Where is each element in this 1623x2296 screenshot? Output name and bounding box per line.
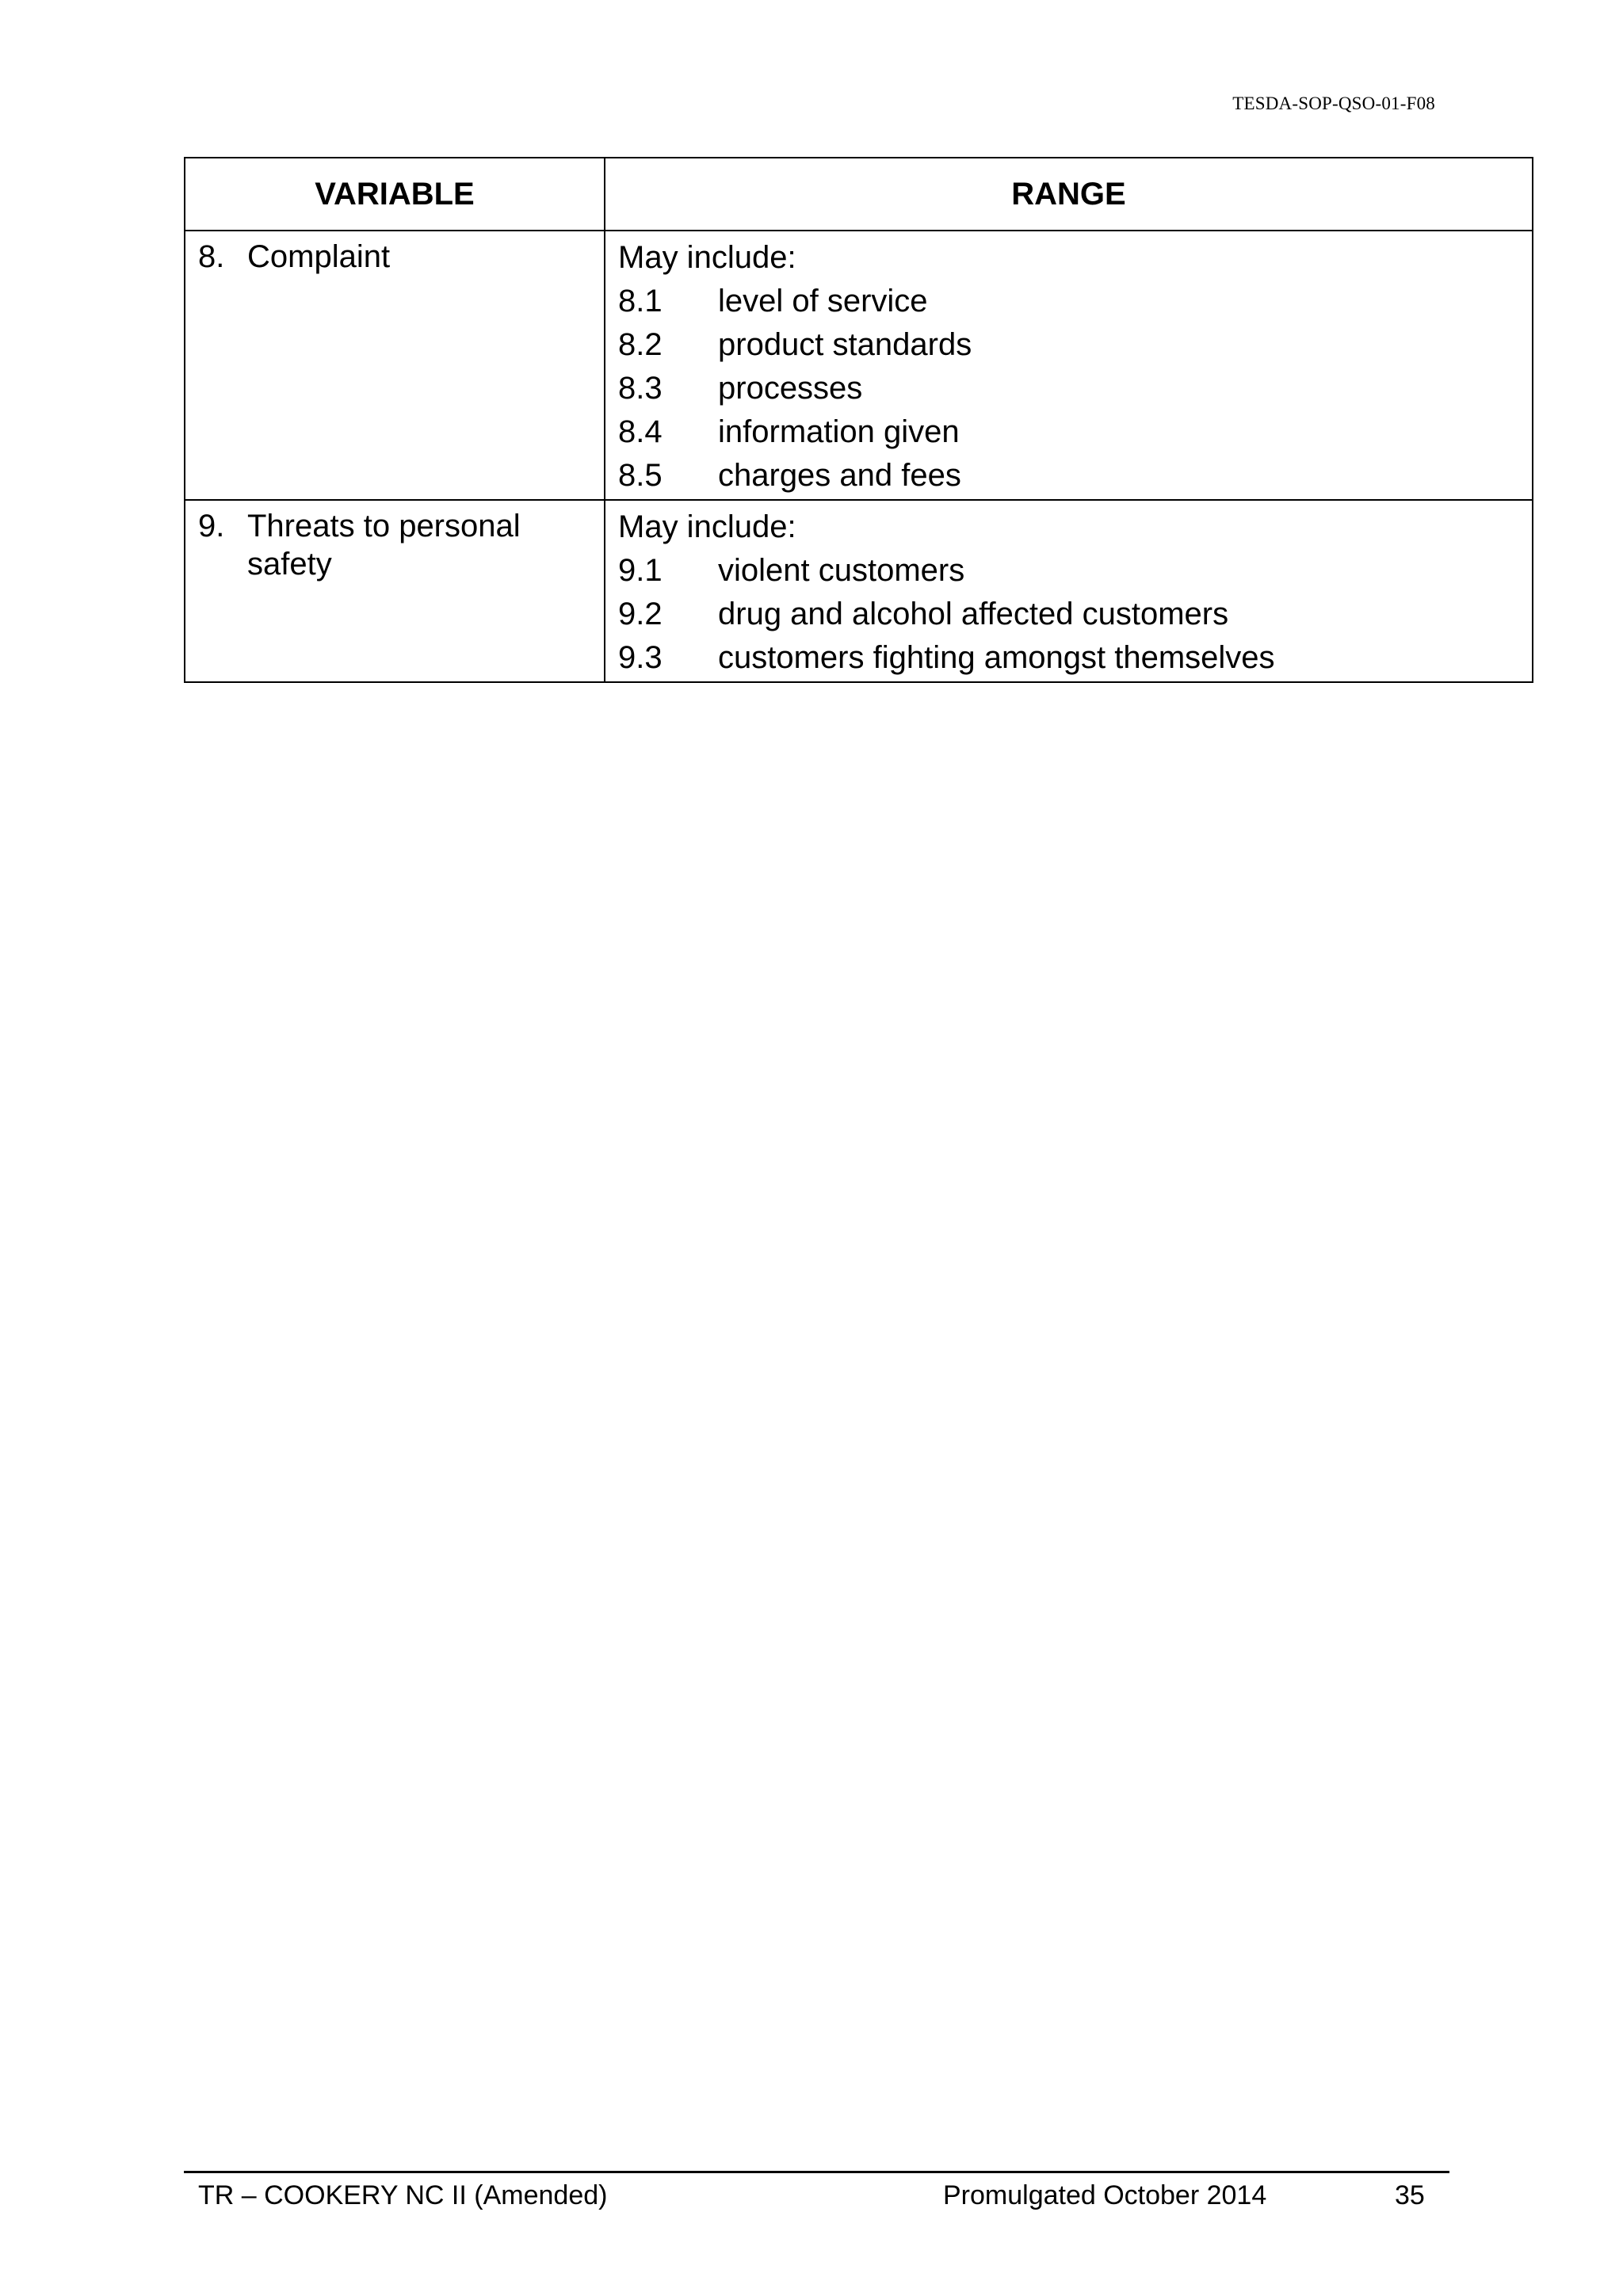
item-number: 8.4 <box>618 414 663 449</box>
item-text: charges and fees <box>718 458 961 493</box>
item-text: violent customers <box>718 553 965 588</box>
item-text: drug and alcohol affected customers <box>718 597 1229 631</box>
table-header-row <box>185 158 1533 231</box>
list-item <box>618 593 1519 636</box>
footer-promulgated: Promulgated October 2014 <box>943 2180 1267 2210</box>
item-number: 9.1 <box>618 553 663 588</box>
variable-cell <box>185 500 605 682</box>
item-text: product standards <box>718 327 972 362</box>
item-number: 8.2 <box>618 327 663 362</box>
range-intro: May include: <box>618 509 796 544</box>
variable-number: 8. <box>198 239 225 274</box>
page-footer <box>198 2180 1434 2220</box>
range-intro: May include: <box>618 240 796 275</box>
item-text: processes <box>718 371 863 406</box>
page-number: 35 <box>1395 2180 1425 2210</box>
list-item <box>618 367 1519 410</box>
variable-label: Complaint <box>247 239 391 274</box>
item-number: 9.3 <box>618 640 663 675</box>
item-number: 8.5 <box>618 458 663 493</box>
table-row <box>185 500 1533 682</box>
table-row <box>185 231 1533 500</box>
variable-label: Threats to personal safety <box>247 509 521 582</box>
item-text: level of service <box>718 284 928 318</box>
column-header-range: RANGE <box>605 158 1533 231</box>
list-item <box>618 636 1519 680</box>
footer-divider <box>184 2171 1449 2173</box>
list-item <box>618 280 1519 323</box>
range-statement-table <box>184 157 1533 683</box>
item-number: 8.3 <box>618 371 663 406</box>
column-header-variable: VARIABLE <box>185 158 605 231</box>
variable-cell <box>185 231 605 500</box>
range-cell <box>605 231 1533 500</box>
item-text: information given <box>718 414 960 449</box>
list-item <box>618 549 1519 593</box>
variable-number: 9. <box>198 509 225 543</box>
document-code: TESDA-SOP-QSO-01-F08 <box>1232 93 1435 113</box>
list-item <box>618 323 1519 367</box>
range-cell <box>605 500 1533 682</box>
list-item <box>618 454 1519 498</box>
item-number: 8.1 <box>618 284 663 318</box>
item-text: customers fighting amongst themselves <box>718 640 1275 675</box>
list-item <box>618 410 1519 454</box>
item-number: 9.2 <box>618 597 663 631</box>
footer-title: TR – COOKERY NC II (Amended) <box>198 2180 608 2210</box>
